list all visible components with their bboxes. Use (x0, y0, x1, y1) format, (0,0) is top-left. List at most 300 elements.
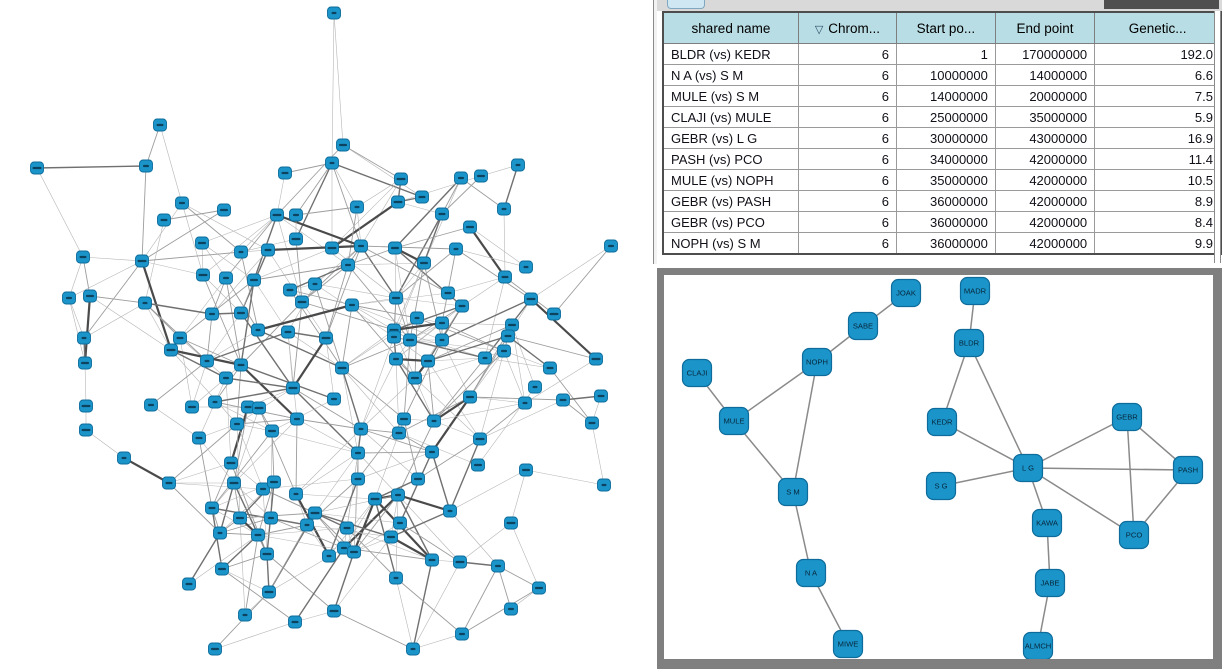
network-edge[interactable] (526, 470, 604, 485)
network-node-label (394, 201, 403, 203)
network-node-label (358, 245, 364, 247)
network-edge[interactable] (245, 535, 258, 615)
network-edge[interactable] (395, 248, 396, 298)
network-edge[interactable] (189, 533, 220, 584)
network-edge[interactable] (37, 168, 83, 257)
network-node-label (495, 565, 501, 567)
network-node-label (502, 208, 507, 210)
network-edge[interactable] (462, 566, 498, 634)
network-edge[interactable] (151, 361, 207, 405)
network-edge[interactable] (326, 338, 334, 399)
network-edge[interactable] (404, 419, 418, 479)
subnetwork-node-bldr[interactable] (955, 330, 984, 357)
column-header-3[interactable] (995, 12, 1094, 44)
network-edge[interactable] (215, 622, 295, 649)
network-edge[interactable] (424, 214, 442, 263)
network-edge[interactable] (222, 569, 295, 622)
network-node-label (230, 482, 239, 484)
network-edge[interactable] (511, 470, 526, 523)
table-cell[interactable]: 42000000 (995, 170, 1094, 191)
network-node-label (448, 510, 453, 512)
network-edge[interactable] (396, 214, 442, 298)
table-cell[interactable]: 8.9 (1095, 191, 1221, 212)
network-edge[interactable] (342, 368, 404, 419)
table-cell[interactable]: 6 (798, 44, 896, 65)
network-edge[interactable] (84, 303, 145, 338)
subnetwork-node-joak[interactable] (892, 280, 921, 307)
network-node-label (560, 399, 567, 401)
network-edge[interactable] (189, 535, 258, 584)
network-node-label (298, 301, 307, 303)
network-edge[interactable] (240, 518, 245, 615)
table-cell[interactable]: 1 (896, 44, 995, 65)
table-cell[interactable]: 42000000 (995, 212, 1094, 233)
table-row[interactable] (663, 86, 1221, 107)
subnetwork-node-label: ALMCH (1024, 641, 1052, 651)
network-edge[interactable] (511, 523, 539, 588)
scrollbar-chip[interactable] (667, 0, 705, 9)
table-cell[interactable]: 35000000 (896, 170, 995, 191)
network-edge[interactable] (222, 569, 269, 592)
subnetwork-node-gebr[interactable] (1113, 404, 1142, 431)
table-cell[interactable]: 16.9 (1095, 128, 1221, 149)
network-node-label (355, 478, 362, 480)
network-node-label (505, 335, 512, 337)
network-edge[interactable] (332, 248, 396, 298)
table-row[interactable] (663, 128, 1221, 149)
network-node-label (415, 317, 420, 319)
network-edge[interactable] (418, 439, 480, 479)
table-cell[interactable]: 6 (798, 86, 896, 107)
network-edge[interactable] (269, 525, 307, 592)
network-node-label (477, 175, 485, 177)
network-edge[interactable] (361, 179, 401, 246)
subnetwork-node-label: SABE (852, 321, 874, 331)
network-node-label (223, 377, 229, 379)
table-row[interactable] (663, 44, 1221, 65)
network-node-label (148, 404, 154, 406)
subnetwork-node-madr[interactable] (961, 278, 990, 305)
network-edge[interactable] (220, 483, 234, 533)
network-edge[interactable] (296, 494, 375, 499)
network-edge[interactable] (512, 325, 535, 387)
network-edge[interactable] (226, 378, 293, 388)
network-node-label (547, 367, 554, 369)
table-cell[interactable]: 6 (798, 149, 896, 170)
network-edge[interactable] (297, 419, 361, 429)
network-edge[interactable] (160, 125, 182, 203)
table-cell[interactable]: 36000000 (896, 191, 995, 212)
network-node-label (522, 469, 530, 471)
network-edge[interactable] (142, 166, 146, 261)
network-node-label (332, 12, 337, 14)
network-edge[interactable] (258, 305, 352, 330)
table-cell[interactable]: NOPH (vs) S M (663, 233, 798, 255)
network-edge[interactable] (267, 554, 334, 611)
network-edge[interactable] (254, 265, 348, 280)
table-row[interactable] (663, 170, 1221, 191)
network-edge[interactable] (396, 578, 462, 634)
network-node-label (239, 251, 244, 253)
table-cell[interactable]: MULE (vs) NOPH (663, 170, 798, 191)
network-node-label (205, 360, 210, 362)
network-node-label (394, 577, 399, 579)
network-edge[interactable] (69, 298, 85, 363)
subnetwork-node-miwe[interactable] (834, 631, 863, 658)
network-edge[interactable] (504, 209, 505, 277)
subnetwork-edge[interactable] (969, 343, 1028, 468)
network-node-label (387, 536, 395, 538)
network-node-label (305, 524, 310, 526)
table-row[interactable] (663, 212, 1221, 233)
network-edge[interactable] (277, 215, 348, 265)
network-edge[interactable] (241, 313, 293, 388)
network-edge[interactable] (531, 246, 611, 299)
network-node-label (391, 336, 397, 338)
network-node-label (344, 527, 351, 529)
subnetwork-node-label: PASH (1177, 465, 1199, 475)
network-node-label (177, 337, 184, 339)
network-edge[interactable] (400, 452, 432, 523)
network-node-label (265, 249, 272, 251)
network-node-label (338, 367, 347, 369)
table-cell[interactable]: 6 (798, 191, 896, 212)
network-edge[interactable] (296, 207, 357, 215)
network-node-label (598, 395, 605, 397)
network-edge[interactable] (285, 163, 332, 173)
network-edge[interactable] (413, 634, 462, 649)
table-cell[interactable]: 42000000 (995, 233, 1094, 255)
table-row[interactable] (663, 233, 1221, 255)
subnetwork-edge[interactable] (793, 362, 817, 492)
table-cell[interactable]: 6 (798, 170, 896, 191)
column-header-1[interactable] (798, 12, 896, 44)
network-edge[interactable] (394, 306, 462, 330)
subnetwork-node-pash[interactable] (1174, 457, 1203, 484)
network-node-label (429, 451, 435, 453)
table-cell[interactable]: 170000000 (995, 44, 1094, 65)
network-edge[interactable] (413, 562, 460, 649)
network-node-label (166, 482, 173, 484)
network-node-label (255, 407, 264, 409)
subnetwork-node-l-g[interactable] (1014, 455, 1043, 482)
network-edge[interactable] (142, 261, 203, 275)
table-cell[interactable]: 25000000 (896, 107, 995, 128)
table-cell[interactable]: N A (vs) S M (663, 65, 798, 86)
column-header-2[interactable] (896, 12, 995, 44)
table-row[interactable] (663, 65, 1221, 86)
filter-icon[interactable]: ▽ (814, 23, 824, 36)
network-edge[interactable] (361, 246, 456, 249)
network-edge[interactable] (212, 431, 272, 508)
network-edge[interactable] (395, 178, 461, 248)
network-node-label (82, 337, 87, 339)
network-node-label (501, 350, 507, 352)
subnetwork-node-jabe[interactable] (1036, 570, 1065, 597)
network-edge[interactable] (396, 578, 413, 649)
column-header-4[interactable] (1095, 12, 1221, 44)
network-edge[interactable] (164, 210, 224, 220)
network-edge[interactable] (450, 470, 526, 511)
network-edge[interactable] (142, 203, 182, 261)
table-cell[interactable]: 36000000 (896, 233, 995, 255)
table-cell[interactable]: 10.5 (1095, 170, 1221, 191)
network-edge[interactable] (169, 483, 263, 489)
table-cell[interactable]: 8.4 (1095, 212, 1221, 233)
table-cell[interactable]: MULE (vs) S M (663, 86, 798, 107)
network-edge[interactable] (448, 277, 505, 293)
table-cell[interactable]: 10000000 (896, 65, 995, 86)
network-edge[interactable] (456, 249, 531, 299)
subnetwork-edge[interactable] (1127, 417, 1134, 535)
network-edge[interactable] (354, 499, 375, 552)
network-node-label (209, 507, 216, 509)
network-node-label (550, 313, 559, 315)
network-edge[interactable] (277, 145, 343, 215)
table-cell[interactable]: GEBR (vs) L G (663, 128, 798, 149)
network-node-label (198, 242, 206, 244)
network-edge[interactable] (142, 210, 224, 261)
network-edge[interactable] (550, 368, 592, 423)
network-edge[interactable] (334, 611, 413, 649)
table-row[interactable] (663, 149, 1221, 170)
network-node-label (424, 360, 432, 362)
subnetwork-node-almch[interactable] (1024, 633, 1053, 660)
network-node-label (268, 517, 274, 519)
network-node-label (483, 357, 488, 359)
table-cell[interactable]: 42000000 (995, 191, 1094, 212)
network-edge[interactable] (332, 163, 357, 207)
subnetwork-node-label: MULE (723, 416, 745, 426)
subnetwork-node-pco[interactable] (1120, 522, 1149, 549)
network-edge[interactable] (85, 296, 90, 363)
network-edge[interactable] (315, 284, 396, 298)
table-cell[interactable]: 5.9 (1095, 107, 1221, 128)
network-node-label (327, 555, 332, 557)
network-edge[interactable] (462, 588, 539, 634)
subnetwork-node-s-m[interactable] (779, 479, 808, 506)
table-cell[interactable]: GEBR (vs) PASH (663, 191, 798, 212)
table-cell[interactable]: 6.6 (1095, 65, 1221, 86)
network-node-label (179, 202, 185, 204)
table-cell[interactable]: 36000000 (896, 212, 995, 233)
network-node-label (524, 266, 529, 268)
table-cell[interactable]: 6 (798, 128, 896, 149)
network-node-label (238, 364, 245, 366)
network-edge[interactable] (332, 163, 422, 197)
subnetwork-edge[interactable] (1028, 468, 1188, 470)
column-header-0[interactable] (663, 12, 798, 44)
network-edge[interactable] (554, 246, 611, 314)
subnetwork-node-kedr[interactable] (928, 409, 957, 436)
table-cell[interactable]: 6 (798, 107, 896, 128)
network-node-label (454, 248, 459, 250)
network-node-label (355, 206, 360, 208)
network-edge[interactable] (332, 13, 334, 163)
subnetwork-node-claji[interactable] (683, 360, 712, 387)
table-cell[interactable]: 20000000 (995, 86, 1094, 107)
subnetwork-node-kawa[interactable] (1033, 510, 1062, 537)
network-edge[interactable] (460, 523, 511, 562)
network-edge[interactable] (332, 179, 401, 248)
network-node-label (420, 262, 428, 264)
subnetwork-node-s-g[interactable] (927, 473, 956, 500)
network-edge[interactable] (531, 299, 596, 359)
table-cell[interactable]: BLDR (vs) KEDR (663, 44, 798, 65)
table-cell[interactable]: 14000000 (995, 65, 1094, 86)
network-node-label (414, 478, 422, 480)
network-node-label (161, 219, 168, 221)
network-edge[interactable] (182, 203, 241, 252)
table-row[interactable] (663, 107, 1221, 128)
network-node-label (255, 534, 262, 536)
network-node-label (474, 464, 482, 466)
network-edge[interactable] (334, 552, 354, 611)
network-node-label (270, 481, 278, 483)
network-edge[interactable] (398, 176, 481, 202)
network-node-label (322, 337, 331, 339)
network-node-label (328, 247, 337, 249)
network-edge[interactable] (268, 246, 361, 250)
network-node-label (311, 512, 320, 514)
network-node-label (341, 547, 347, 549)
network-edge[interactable] (293, 338, 326, 388)
network-node-label (157, 124, 164, 126)
table-cell[interactable]: 30000000 (896, 128, 995, 149)
network-edge[interactable] (504, 351, 525, 403)
network-edge[interactable] (315, 513, 400, 523)
network-node-label (143, 302, 148, 304)
network-edge[interactable] (361, 359, 396, 429)
network-edge[interactable] (169, 463, 231, 483)
network-node-label (502, 276, 509, 278)
subnetwork-canvas[interactable] (664, 275, 1213, 659)
network-edge[interactable] (432, 452, 450, 511)
table-cell[interactable]: GEBR (vs) PCO (663, 212, 798, 233)
network-edge[interactable] (90, 296, 145, 303)
network-edge[interactable] (342, 368, 399, 433)
network-edge[interactable] (207, 314, 212, 361)
network-node-label (391, 247, 399, 249)
subnetwork-node-label: KEDR (931, 417, 953, 427)
network-edge[interactable] (413, 560, 432, 649)
subnetwork-node-mule[interactable] (720, 408, 749, 435)
network-node-label (294, 493, 299, 495)
network-edge[interactable] (361, 429, 418, 479)
network-edge[interactable] (37, 166, 146, 168)
network-node-label (476, 438, 485, 440)
network-node-label (82, 405, 91, 407)
network-edge[interactable] (90, 296, 171, 350)
network-node-label (313, 283, 318, 285)
table-cell[interactable]: 192.0 (1095, 44, 1221, 65)
table-cell[interactable]: 43000000 (995, 128, 1094, 149)
network-node-label (397, 178, 406, 180)
table-cell[interactable]: PASH (vs) PCO (663, 149, 798, 170)
network-edge[interactable] (180, 338, 192, 407)
network-edge[interactable] (192, 361, 207, 407)
network-node-label (293, 214, 299, 216)
network-edge[interactable] (272, 431, 358, 453)
column-header-label: shared name (691, 20, 771, 36)
network-node-label (122, 457, 127, 459)
table-cell[interactable]: 14000000 (896, 86, 995, 107)
network-node-label (459, 633, 465, 635)
table-cell[interactable]: CLAJI (vs) MULE (663, 107, 798, 128)
scrollbar-thumb[interactable] (1104, 0, 1219, 9)
subnetwork-node-label: BLDR (958, 338, 980, 348)
network-edge[interactable] (470, 227, 526, 267)
network-node-label (411, 648, 416, 650)
network-node-label (218, 568, 226, 570)
network-edge[interactable] (504, 165, 518, 209)
table-row[interactable] (663, 191, 1221, 212)
network-node-label (523, 402, 528, 404)
subnetwork-node-label: NOPH (806, 357, 828, 367)
network-node-label (359, 428, 364, 430)
network-edge[interactable] (272, 431, 274, 482)
network-node-label (220, 209, 228, 211)
network-node-label (395, 494, 401, 496)
network-node-label (143, 165, 149, 167)
network-node-label (392, 297, 400, 299)
subnetwork-panel[interactable] (657, 268, 1222, 669)
table-cell[interactable]: 6 (798, 65, 896, 86)
network-node-label (411, 377, 419, 379)
table-cell[interactable]: 7.5 (1095, 86, 1221, 107)
network-node-label (33, 167, 42, 169)
network-node-label (211, 648, 219, 650)
table-cell[interactable]: 11.4 (1095, 149, 1221, 170)
network-node-label (287, 289, 294, 291)
network-edge[interactable] (342, 330, 394, 368)
table-cell[interactable]: 9.9 (1095, 233, 1221, 255)
network-node-label (508, 324, 516, 326)
network-edge[interactable] (358, 452, 432, 453)
network-node-label (533, 386, 538, 388)
network-node-label (186, 583, 193, 585)
subnetwork-node-label: KAWA (1036, 518, 1058, 528)
table-right-gutter (1214, 11, 1221, 263)
table-cell[interactable]: 6 (798, 212, 896, 233)
network-edge[interactable] (83, 257, 142, 261)
network-edge[interactable] (296, 419, 297, 494)
table-cell[interactable]: 35000000 (995, 107, 1094, 128)
network-node-label (439, 213, 446, 215)
network-node-label (393, 358, 399, 360)
network-node-label (223, 277, 229, 279)
network-edge[interactable] (450, 439, 480, 511)
network-edge[interactable] (456, 249, 526, 267)
network-node-label (273, 214, 282, 216)
subnetwork-node-sabe[interactable] (849, 313, 878, 340)
network-node-label (397, 522, 403, 524)
network-node-label (516, 164, 521, 166)
table-cell[interactable]: 34000000 (896, 149, 995, 170)
network-node-label (458, 177, 464, 179)
network-node-label (608, 245, 614, 247)
network-edge[interactable] (334, 13, 343, 145)
subnetwork-node-noph[interactable] (803, 349, 832, 376)
network-edge[interactable] (592, 423, 604, 485)
subnetwork-node-n-a[interactable] (797, 560, 826, 587)
table-cell[interactable]: 42000000 (995, 149, 1094, 170)
subnetwork-node-label: JOAK (896, 288, 916, 298)
network-edge[interactable] (237, 424, 263, 489)
table-cell[interactable]: 6 (798, 233, 896, 255)
network-edge[interactable] (343, 145, 401, 179)
subnetwork-node-label: MIWE (837, 639, 859, 649)
